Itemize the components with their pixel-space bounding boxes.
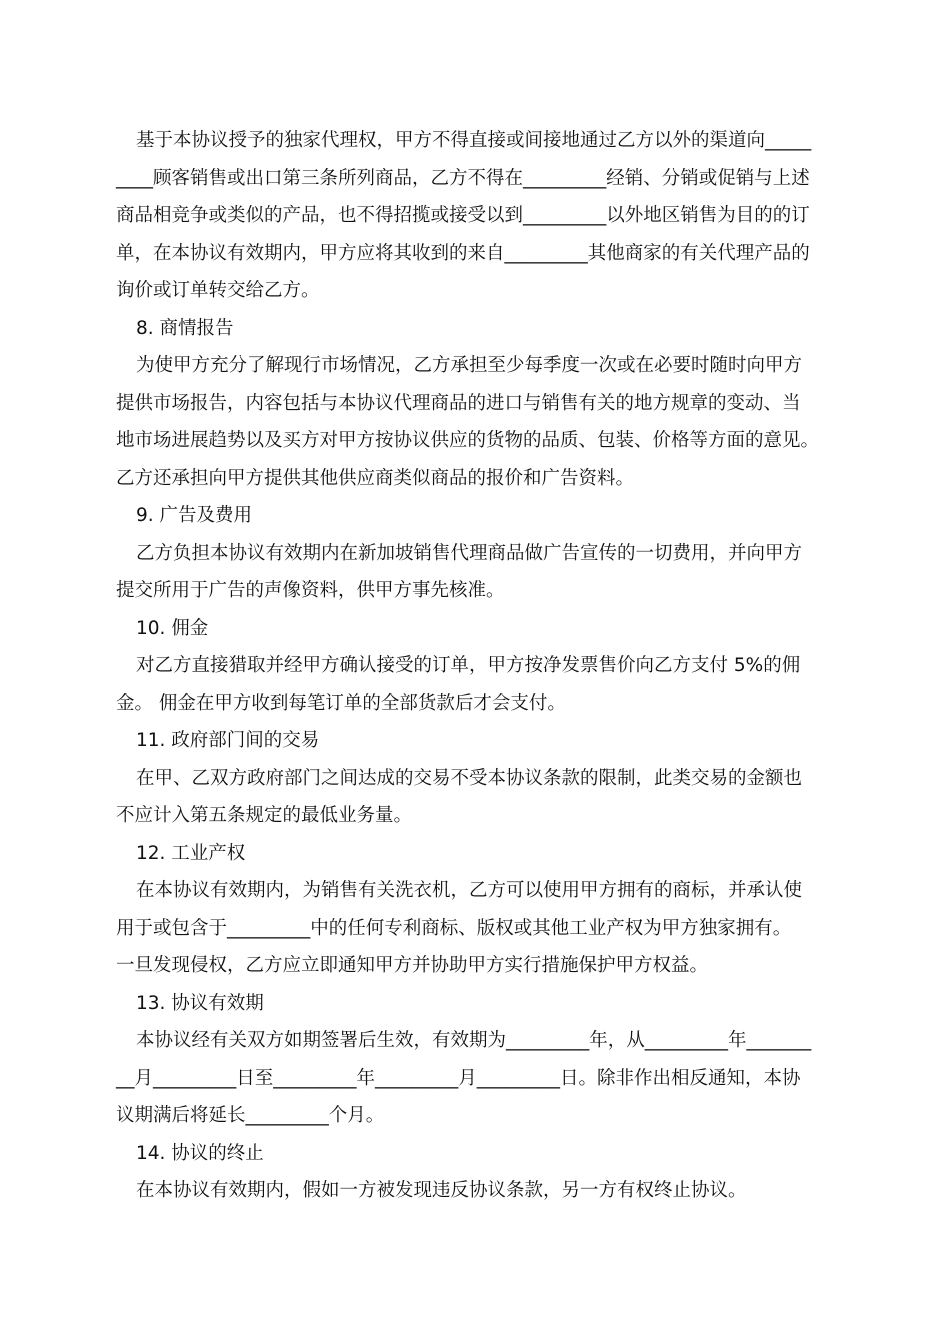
paragraph-last-line: 一旦发现侵权，乙方应立即通知甲方并协助甲方实行措施保护甲方权益。 (116, 955, 709, 976)
paragraph-line: 单，在本协议有效期内，甲方应将其收到的来自_________其他商家的有关代理产品的 (116, 242, 810, 264)
section-heading: 14. 协议的终止 (136, 1142, 264, 1164)
paragraph-line: 地市场进展趋势以及买方对甲方按协议供应的货物的品质、包装、价格等方面的意见。 (116, 430, 820, 451)
paragraph-first-line: 乙方负担本协议有效期内在新加坡销售代理商品做广告宣传的一切费用，并向甲方 (136, 542, 803, 564)
section-heading: 12. 工业产权 (136, 842, 246, 864)
document-body (116, 122, 836, 1210)
paragraph-last-line: 议期满后将延长_________个月。 (116, 1105, 385, 1126)
paragraph-first-line: 本协议经有关双方如期签署后生效，有效期为_________年，从_________年_______ (136, 1030, 812, 1051)
paragraph-last-line: 金。 佣金在甲方收到每笔订单的全部货款后才会支付。 (116, 692, 566, 714)
paragraph-first-line: 为使甲方充分了解现行市场情况，乙方承担至少每季度一次或在必要时随时向甲方 (136, 355, 803, 376)
section-heading: 10. 佣金 (136, 617, 209, 639)
section-heading: 13. 协议有效期 (136, 992, 264, 1014)
section-heading: 8. 商情报告 (136, 317, 234, 339)
paragraph-first-line: 对乙方直接猎取并经甲方确认接受的订单，甲方按净发票售价向乙方支付 5%的佣 (136, 655, 801, 676)
paragraph-first-line: 在本协议有效期内，为销售有关洗衣机，乙方可以使用甲方拥有的商标，并承认使 (136, 880, 803, 901)
paragraph-line: 商品相竞争或类似的产品，也不得招揽或接受以到_________以外地区销售为目的的订 (116, 205, 810, 226)
paragraph-line: ____顾客销售或出口第三条所列商品，乙方不得在_________经销、分销或促销与上述 (116, 167, 810, 189)
paragraph-last-line: 提交所用于广告的声像资料，供甲方事先核准。 (116, 580, 505, 601)
paragraph-last-line: 询价或订单转交给乙方。 (116, 280, 320, 301)
paragraph-last-line: 乙方还承担向甲方提供其他供应商类似商品的报价和广告资料。 (116, 467, 635, 489)
paragraph-line: 用于或包含于_________中的任何专利商标、版权或其他工业产权为甲方独家拥有。 (116, 917, 792, 939)
paragraph-line: __月_________日至_________年_________月_________日。除非作出相反通知，本协 (116, 1067, 801, 1089)
paragraph-line: 提供市场报告，内容包括与本协议代理商品的进口与销售有关的地方规章的变动、当 (116, 392, 801, 414)
paragraph-first-line: 基于本协议授予的独家代理权，甲方不得直接或间接地通过乙方以外的渠道向_____ (136, 130, 812, 151)
paragraph-first-line: 在本协议有效期内，假如一方被发现违反协议条款，另一方有权终止协议。 (136, 1180, 747, 1201)
section-heading: 11. 政府部门间的交易 (136, 730, 320, 751)
section-heading: 9. 广告及费用 (136, 505, 253, 526)
paragraph-first-line: 在甲、乙双方政府部门之间达成的交易不受本协议条款的限制，此类交易的金额也 (136, 767, 803, 789)
paragraph-last-line: 不应计入第五条规定的最低业务量。 (116, 805, 413, 826)
